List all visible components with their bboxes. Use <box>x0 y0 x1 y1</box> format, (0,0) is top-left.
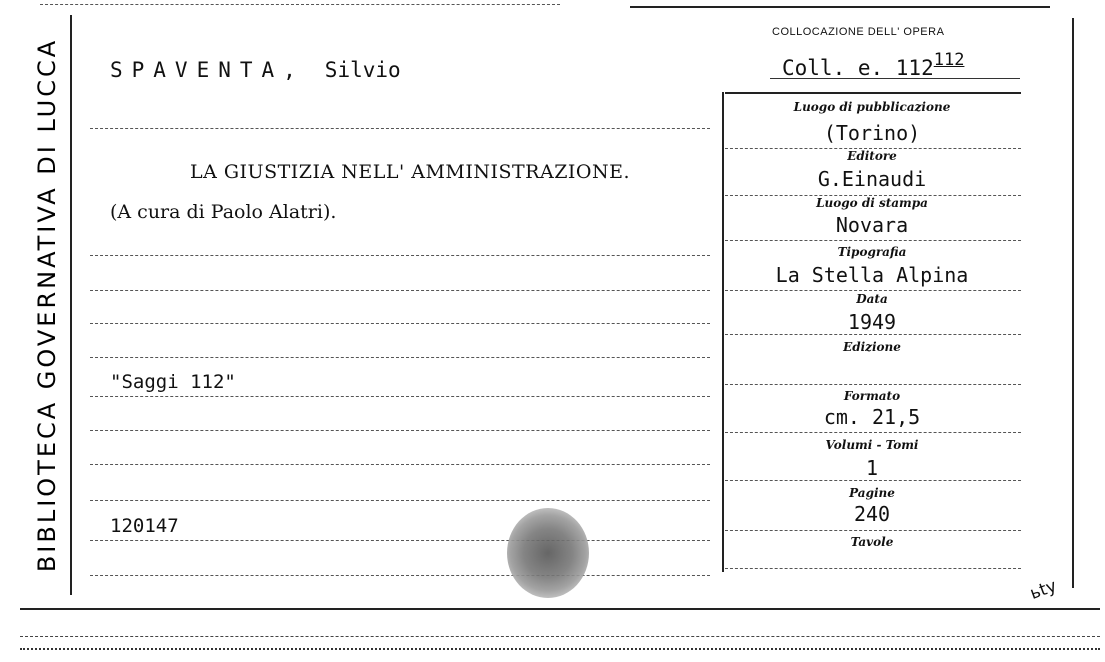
format-value: cm. 21,5 <box>823 405 921 429</box>
volumes-value: 1 <box>865 456 879 480</box>
pages-label: Pagine <box>849 486 895 500</box>
panel-ruled-line <box>725 480 1021 481</box>
inventory-number: 120147 <box>110 515 179 537</box>
bottom-rule <box>20 608 1100 610</box>
place-of-publication-label: Luogo di pubblicazione <box>793 100 951 114</box>
ruled-line <box>90 357 710 358</box>
ruled-line <box>90 128 710 129</box>
ruled-line <box>90 464 710 465</box>
ruled-line <box>90 575 710 576</box>
publisher-label: Editore <box>847 149 897 163</box>
panel-ruled-line <box>725 568 1021 569</box>
place-of-printing-value: Novara <box>835 213 909 237</box>
ruled-line <box>90 396 710 397</box>
panel-ruled-line <box>725 334 1021 335</box>
collocation-header: COLLOCAZIONE DELL' OPERA <box>772 26 945 38</box>
format-label: Formato <box>843 389 901 403</box>
publisher-value: G.Einaudi <box>817 167 927 191</box>
edition-label: Edizione <box>843 340 901 354</box>
library-stamp-icon <box>507 508 589 598</box>
pages-value: 240 <box>853 502 891 526</box>
panel-ruled-line <box>725 240 1021 241</box>
ruled-line <box>90 323 710 324</box>
card-right-border <box>1072 18 1074 588</box>
card-left-border <box>70 15 72 595</box>
details-panel-divider <box>722 92 724 572</box>
shelfmark-text: Coll. e. 112 <box>782 56 934 80</box>
date-label: Data <box>856 292 888 306</box>
top-decorative-rule <box>40 4 560 5</box>
author-given-name: Silvio <box>324 58 401 82</box>
author-surname: SPAVENTA, <box>110 58 305 82</box>
curator-note: (A cura di Paolo Alatri). <box>110 201 337 223</box>
panel-top-rule <box>725 92 1021 94</box>
ruled-line <box>90 430 710 431</box>
panel-ruled-line <box>725 290 1021 291</box>
printer-value: La Stella Alpina <box>775 263 969 287</box>
plates-label: Tavole <box>850 535 894 549</box>
handwritten-mark: ьty <box>1027 576 1060 604</box>
library-name: BIBLIOTECA GOVERNATIVA DI LUCCA <box>33 37 61 572</box>
panel-ruled-line <box>725 530 1021 531</box>
shelfmark-superscript: 112 <box>933 50 965 70</box>
place-of-printing-label: Luogo di stampa <box>816 196 928 210</box>
bottom-dashed-rule <box>20 636 1100 637</box>
author-line <box>110 58 401 82</box>
panel-ruled-line <box>725 432 1021 433</box>
printer-label: Tipografia <box>837 245 907 259</box>
library-name-vertical <box>30 12 64 597</box>
ruled-line <box>90 255 710 256</box>
work-title: LA GIUSTIZIA NELL' AMMINISTRAZIONE. <box>190 161 631 183</box>
ruled-line <box>90 500 710 501</box>
bottom-dotted-rule <box>20 648 1100 650</box>
top-rule <box>630 6 1050 8</box>
panel-ruled-line <box>725 384 1021 385</box>
series-note: "Saggi 112" <box>110 371 236 393</box>
place-of-publication-value: (Torino) <box>823 121 921 145</box>
ruled-line <box>90 290 710 291</box>
shelfmark <box>782 50 965 80</box>
volumes-label: Volumi - Tomi <box>825 438 919 452</box>
ruled-line <box>90 540 710 541</box>
date-value: 1949 <box>847 310 897 334</box>
